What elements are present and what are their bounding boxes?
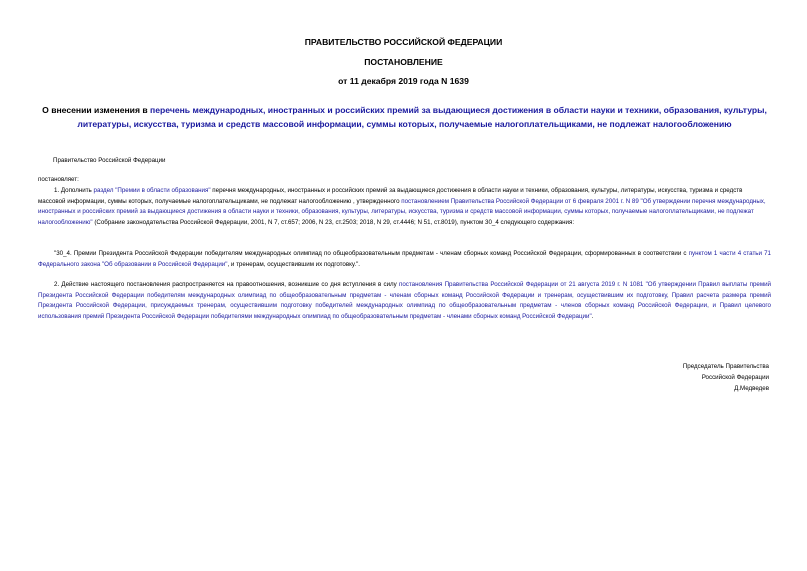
decree-89-link[interactable]: постановлением Правительства Российской Федерации от 6 февраля 2001 г. N 89 "Об утверждении перечня международных, иностранных и российских премий за выдающиеся достижения в области науки и техники, образования, культуры, литературы, искусства, туризма и средств массовой информации, суммы которых, получаемые налогоплательщиками, не подлежат налогообложению" [38,197,766,226]
title-prefix: О внесении изменения в [42,105,151,115]
paragraph-1 [38,186,771,228]
section-link[interactable]: раздел "Премии в области образования" [93,187,211,194]
intro-text: Правительство Российской Федерации [53,157,166,164]
signature-name: Д.Медведев [734,385,769,392]
title-link[interactable]: перечень международных, иностранных и российских премий за выдающиеся достижения в области науки и техники, образования, культуры, литературы, искусства, туризма и средств массовой информации, суммы которых, получаемые налогоплательщиками, не подлежат налогообложению [77,105,767,129]
decrees-text: постановляет: [38,176,79,183]
paragraph-2-text-a: 2. Действие настоящего постановления распространяется на правоотношения, возникшие со дня вступления в силу [54,281,399,288]
paragraph-1-text-b: перечня международных, иностранных и российских премий за выдающиеся достижения в области науки и техники, образования, культуры, литературы, искусства, туризма и средств массовой информации, суммы которых, получаемые налогоплательщиками, не подлежат налогообложению , утвержденного [38,187,743,205]
decree-1081-link[interactable]: постановления Правительства Российской Федерации от 21 августа 2019 г. N 1081 "Об утверждении Правил выплаты премий Президента Российской Федерации победителям международных олимпиад по общеобразовательным предметам - членам сборных команд Российской Федерации и тренерам, осуществившим их подготовку, Правил расчета размера премий Президента Российской Федерации, присуждаемых тренерам, осуществившим подготовку победителей международных олимпиад по общеобразовательным предметам - членов сборных команд Российской Федерации, и Правил целевого использования премий Президента Российской Федерации победителями международных олимпиад по общеобразовательным предметам - членами сборных команд Российской Федерации" [38,281,771,320]
signature-position: Председатель Правительства [682,363,769,370]
paragraph-1-text-c: (Собрание законодательства Российской Федерации, 2001, N 7, ст.657; 2006, N 23, ст.2503; 2018, N 29, ст.4446; N 51, ст.8019), пунктом 30_4 следующего содержания: [92,218,575,226]
signature-country: Российской Федерации [701,374,769,381]
paragraph-2 [38,280,771,322]
government-heading: ПРАВИТЕЛЬСТВО РОССИЙСКОЙ ФЕДЕРАЦИИ [304,37,503,47]
quoted-clause-text-a: "30_4. Премии Президента Российской Федерации победителям международных олимпиад по общеобразовательным предметам - членам сборных команд Российской Федерации, сформированных в соответствии с [54,250,689,257]
education-law-link[interactable]: пунктом 1 части 4 статьи 71 Федерального закона "Об образовании в Российской Федерации" [38,250,771,268]
paragraph-2-text-b: . [591,312,594,320]
paragraph-1-text-a: 1. Дополнить [54,187,94,194]
quoted-clause [38,249,771,270]
signature-block [683,361,769,394]
document-title [34,103,775,131]
document-type-heading: ПОСТАНОВЛЕНИЕ [364,57,443,67]
document-date-number: от 11 декабря 2019 года N 1639 [338,76,469,86]
quoted-clause-text-b: , и тренерам, осуществившим их подготовку.". [227,260,361,268]
